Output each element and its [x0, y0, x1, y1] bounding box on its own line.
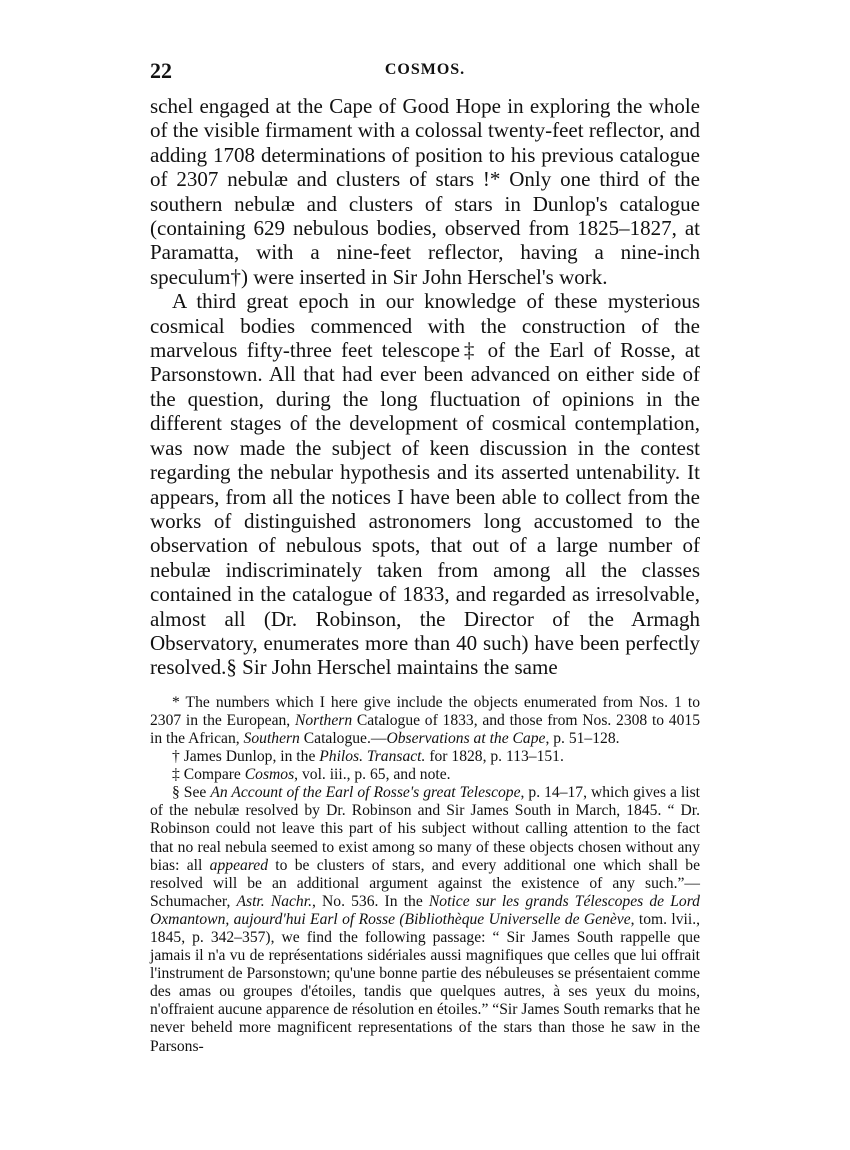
footnote-text: , vol. iii., p. 65, and note. [294, 766, 451, 784]
footnotes [150, 694, 700, 1056]
footnote-dagger [150, 748, 700, 766]
footnote-text: † James Dunlop, in the [172, 748, 320, 766]
footnote-text: Catalogue.— [299, 729, 387, 747]
footnote-text: , p. 51–128. [545, 729, 620, 747]
footnote-italic: Astr. Nachr. [236, 892, 312, 910]
footnote-text: § See [172, 784, 211, 802]
footnote-text: * The numbers which I here give include the objects enumerated from Nos. 1 to 2307 in the European, [150, 693, 700, 729]
footnote-italic: Southern [243, 729, 300, 747]
book-page [150, 58, 700, 1056]
paragraph-third-epoch: A third great epoch in our knowledge of these mysterious cosmical bodies commenced with the construction of the marvelous fifty-three feet telescope‡ of the Earl of Rosse, at Parsonstown. All that had ever been advanced on either side of the question, during the long fluctuation of opinions in the different stages of the development of cosmical contemplation, was now made the subject of keen discussion in the contest regarding the nebular hypothesis and its asserted untenability. It appears, from all the notices I have been able to collect from the works of distinguished astronomers long accustomed to the observation of nebulous spots, that out of a large number of nebulæ indiscriminately taken from among all the classes contained in the catalogue of 1833, and regarded as irresolvable, almost all (Dr. Robinson, the Director of the Armagh Observatory, enumerates more than 40 such) have been perfectly resolved.§ Sir John Herschel maintains the same [150, 289, 700, 680]
footnote-asterisk [150, 694, 700, 748]
footnote-text: , tom. lvii., 1845, p. 342–357), we find the following passage: “ Sir James South rappelle que jamais il n'a vu de représentations sidériales aussi magnifiques que celles que lui offrait l'instrument de Parsonstown; qu'une bonne partie des nébuleuses se présentaient comme des amas ou groupes d'étoiles, tandis que quelques autres, à ses yeux du moins, n'offraient aucune apparence de résolution en étoiles.” “Sir James South remarks that he never beheld more magnificent representations of the stars than those he saw in the Parsons- [150, 910, 700, 1055]
footnote-text: ‡ Compare [172, 766, 245, 784]
footnote-section [150, 784, 700, 1055]
paragraph-continued: schel engaged at the Cape of Good Hope in exploring the whole of the visible firmament with a colossal twenty-feet reflector, and adding 1708 determinations of position to his previous catalogue of 2307 nebulæ and clusters of stars !* Only one third of the southern nebulæ and clusters of stars in Dunlop's catalogue (containing 629 nebulous bodies, observed from 1825–1827, at Paramatta, with a nine-feet reflector, having a nine-inch speculum†) were inserted in Sir John Herschel's work. [150, 94, 700, 289]
footnote-italic: Northern [294, 711, 353, 729]
footnote-text: , No. 536. In the [311, 892, 429, 910]
footnote-italic: An Account of the Earl of Rosse's great Telescope [210, 784, 521, 802]
main-text [150, 94, 700, 680]
footnote-text: Catalogue of 1833, and those from Nos. 2308 to 4015 in the African, [150, 711, 700, 747]
page-number: 22 [150, 58, 172, 83]
running-title: COSMOS. [384, 61, 466, 78]
footnote-double-dagger [150, 766, 700, 784]
footnote-text: for 1828, p. 113–151. [425, 748, 564, 766]
footnote-italic: Cosmos [244, 766, 295, 784]
footnote-italic: Notice sur les grands Télescopes de Lord Oxmantown, aujourd'hui Earl of Rosse (Bibliothèque Universelle de Genève [150, 892, 700, 928]
footnote-text: to be clusters of stars, and every additional one which shall be resolved will be an additional argument against the existence of any such.”— Schumacher, [150, 856, 700, 910]
footnote-italic: Philos. Transact. [319, 748, 426, 766]
footnote-italic: Observations at the Cape [386, 729, 546, 747]
footnote-text: , p. 14–17, which gives a list of the nebulæ resolved by Dr. Robinson and Sir James South in March, 1845. “ Dr. Robinson could not leave this part of his subject without calling attention to the fact that no real nebula seemed to exist among so many of these objects chosen without any bias: all [150, 784, 700, 874]
running-head [150, 58, 700, 86]
footnote-italic: appeared [209, 856, 268, 874]
